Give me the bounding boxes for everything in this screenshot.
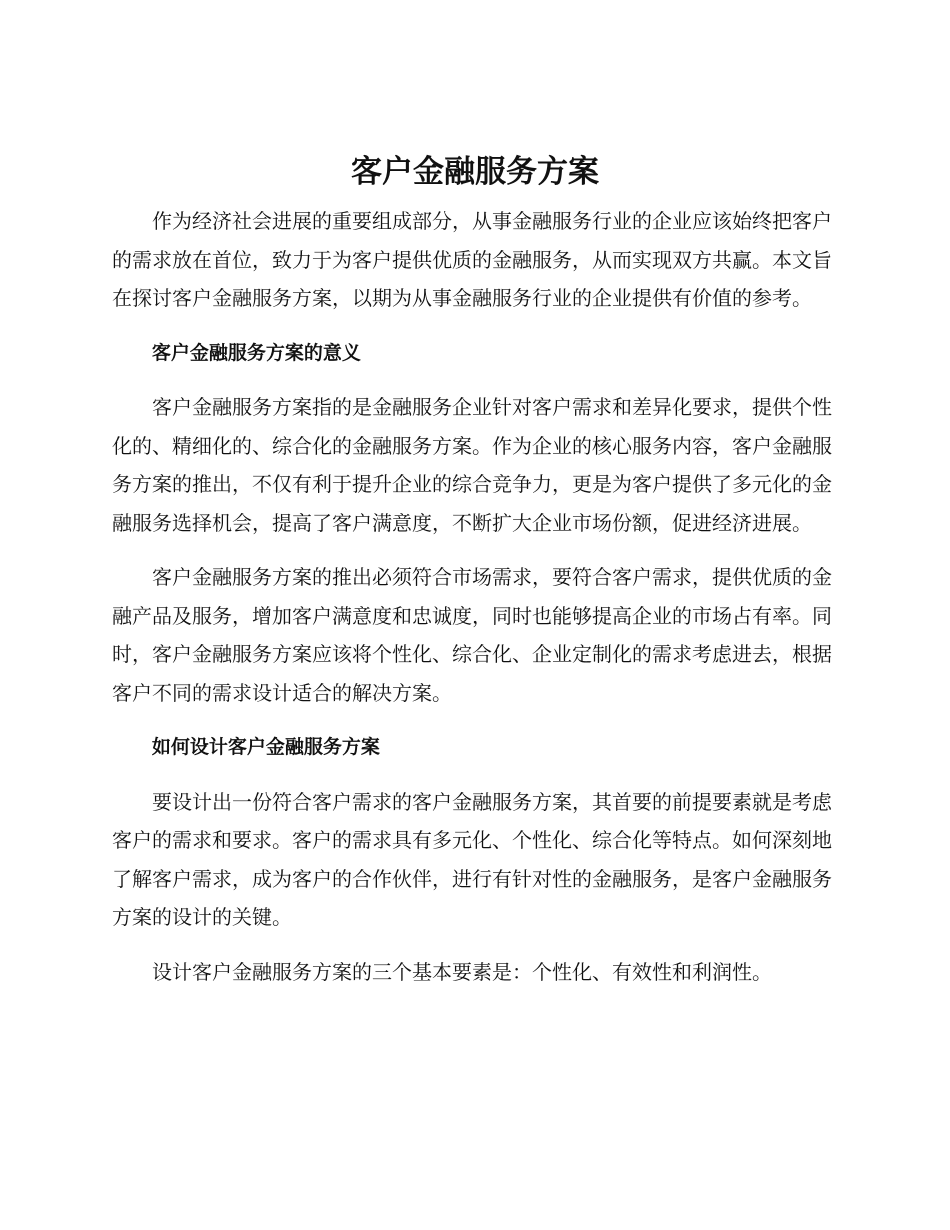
paragraph-spacer bbox=[112, 767, 832, 783]
intro-paragraph: 作为经济社会进展的重要组成部分，从事金融服务行业的企业应该始终把客户的需求放在首位，致力于为客户提供优质的金融服务，从而实现双方共赢。本文旨在探讨客户金融服务方案，以期为从事金融服务行业的企业提供有价值的参考。 bbox=[112, 209, 832, 310]
paragraph-spacer bbox=[112, 712, 832, 728]
document-title: 客户金融服务方案 bbox=[351, 154, 599, 190]
body-paragraph: 客户金融服务方案的推出必须符合市场需求，要符合客户需求，提供优质的金融产品及服务，增加客户满意度和忠诚度，同时也能够提高企业的市场占有率。同时，客户金融服务方案应该将个性化、综合化、企业定制化的需求考虑进去，根据客户不同的需求设计适合的解决方案。 bbox=[112, 565, 832, 705]
body-paragraph: 客户金融服务方案指的是金融服务企业针对客户需求和差异化要求，提供个性化的、精细化的、综合化的金融服务方案。作为企业的核心服务内容，客户金融服务方案的推出，不仅有利于提升企业的综合竞争力，更是为客户提供了多元化的金融服务选择机会，提高了客户满意度，不断扩大企业市场份额，促进经济进展。 bbox=[112, 395, 832, 535]
section-heading-significance: 客户金融服务方案的意义 bbox=[151, 341, 361, 364]
body-paragraph: 设计客户金融服务方案的三个基本要素是：个性化、有效性和利润性。 bbox=[152, 959, 772, 984]
paragraph-spacer bbox=[112, 937, 832, 953]
document-body bbox=[112, 202, 832, 991]
body-paragraph: 要设计出一份符合客户需求的客户金融服务方案，其首要的前提要素就是考虑客户的需求和要求。客户的需求具有多元化、个性化、综合化等特点。如何深刻地了解客户需求，成为客户的合作伙伴，进行有针对性的金融服务，是客户金融服务方案的设计的关键。 bbox=[112, 789, 832, 929]
section-heading-design: 如何设计客户金融服务方案 bbox=[151, 736, 380, 758]
paragraph-spacer bbox=[112, 318, 832, 334]
paragraph-spacer bbox=[112, 542, 832, 558]
paragraph-spacer bbox=[112, 372, 832, 388]
